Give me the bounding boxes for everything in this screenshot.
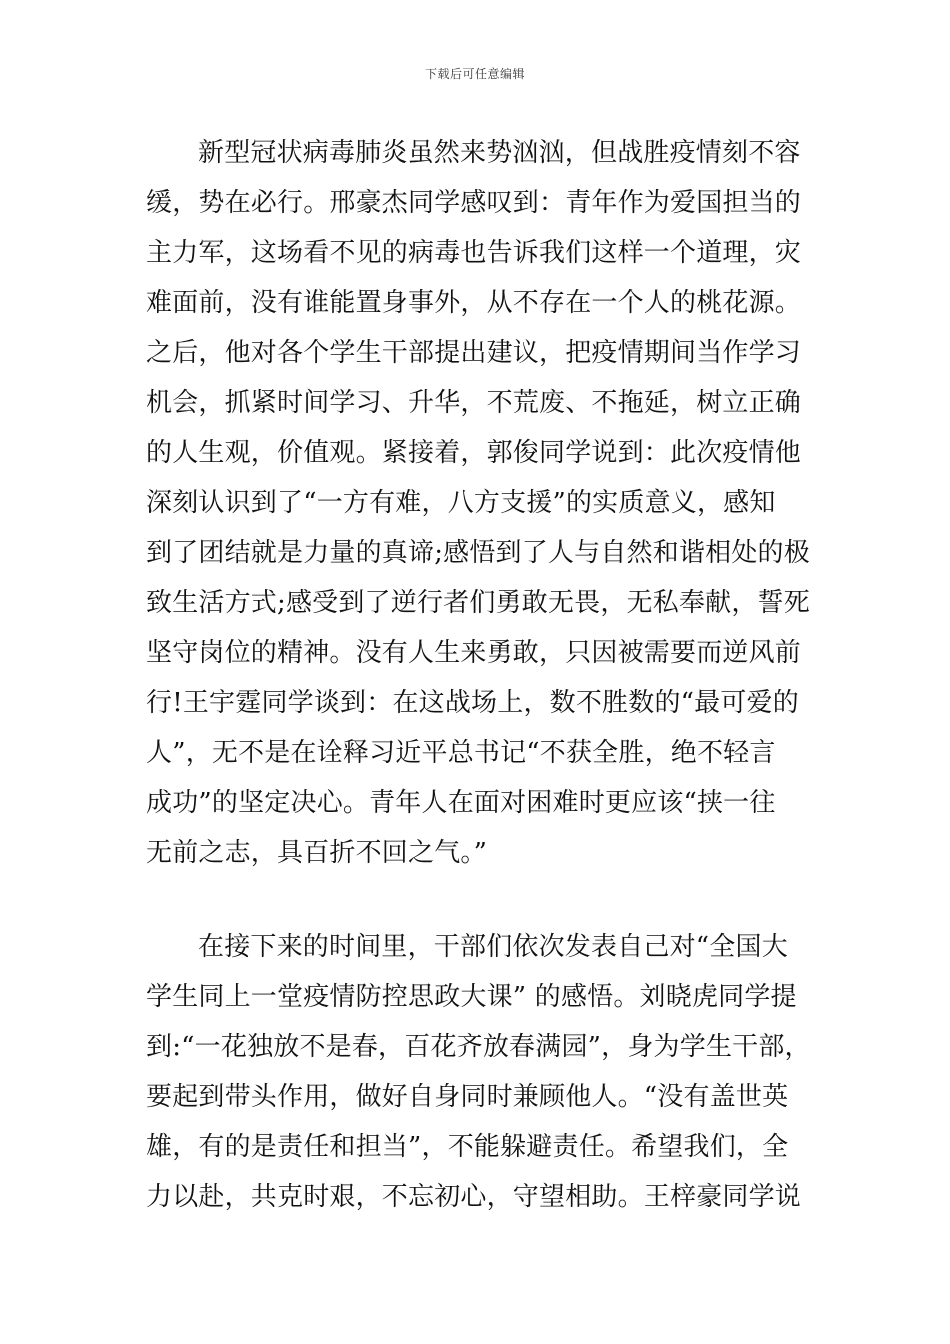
paragraph-1-line-2: 缓，势在必行。邢豪杰同学感叹到：青年作为爱国担当的 [146,188,802,218]
paragraph-1-line-9: 到了团结就是力量的真谛;感悟到了人与自然和谐相处的极 [146,538,810,568]
paragraph-1-line-5: 之后，他对各个学生干部提出建议，把疫情期间当作学习 [146,338,802,368]
paragraph-1-line-6: 机会，抓紧时间学习、升华，不荒废、不拖延，树立正确 [146,388,802,418]
paragraph-2-line-1: 在接下来的时间里，干部们依次发表自己对“全国大 [198,932,788,962]
paragraph-2-line-2: 学生同上一堂疫情防控思政大课” 的感悟。刘晓虎同学提 [146,982,797,1012]
paragraph-2-line-5: 雄，有的是责任和担当”，不能躲避责任。希望我们，全 [146,1132,789,1162]
page-header: 下载后可任意编辑 [424,67,525,81]
paragraph-1-line-12: 行!王宇霆同学谈到：在这战场上，数不胜数的“最可爱的 [146,688,799,718]
paragraph-1-line-11: 坚守岗位的精神。没有人生来勇敢，只因被需要而逆风前 [146,638,802,668]
paragraph-1-line-15: 无前之志，具百折不回之气。” [146,838,488,868]
paragraph-2-line-6: 力以赴，共克时艰，不忘初心，守望相助。王梓豪同学说 [146,1182,802,1212]
paragraph-1-line-10: 致生活方式;感受到了逆行者们勇敢无畏，无私奉献，誓死 [146,588,810,618]
paragraph-1-line-7: 的人生观，价值观。紧接着，郭俊同学说到：此次疫情他 [146,438,802,468]
paragraph-1-line-1: 新型冠状病毒肺炎虽然来势汹汹，但战胜疫情刻不容 [198,138,801,168]
paragraph-1-line-14: 成功”的坚定决心。青年人在面对困难时更应该“挟一往 [146,788,776,818]
paragraph-1-line-13: 人”，无不是在诠释习近平总书记“不获全胜，绝不轻言 [146,738,776,768]
paragraph-1-line-4: 难面前，没有谁能置身事外，从不存在一个人的桃花源。 [146,288,802,318]
paragraph-1-line-8: 深刻认识到了“一方有难，八方支援”的实质意义，感知 [146,488,776,518]
paragraph-2-line-4: 要起到带头作用，做好自身同时兼顾他人。“没有盖世英 [146,1082,789,1112]
paragraph-1-line-3: 主力军，这场看不见的病毒也告诉我们这样一个道理，灾 [146,238,802,268]
paragraph-2-line-3: 到:“一花独放不是春，百花齐放春满园”，身为学生干部， [146,1032,811,1062]
